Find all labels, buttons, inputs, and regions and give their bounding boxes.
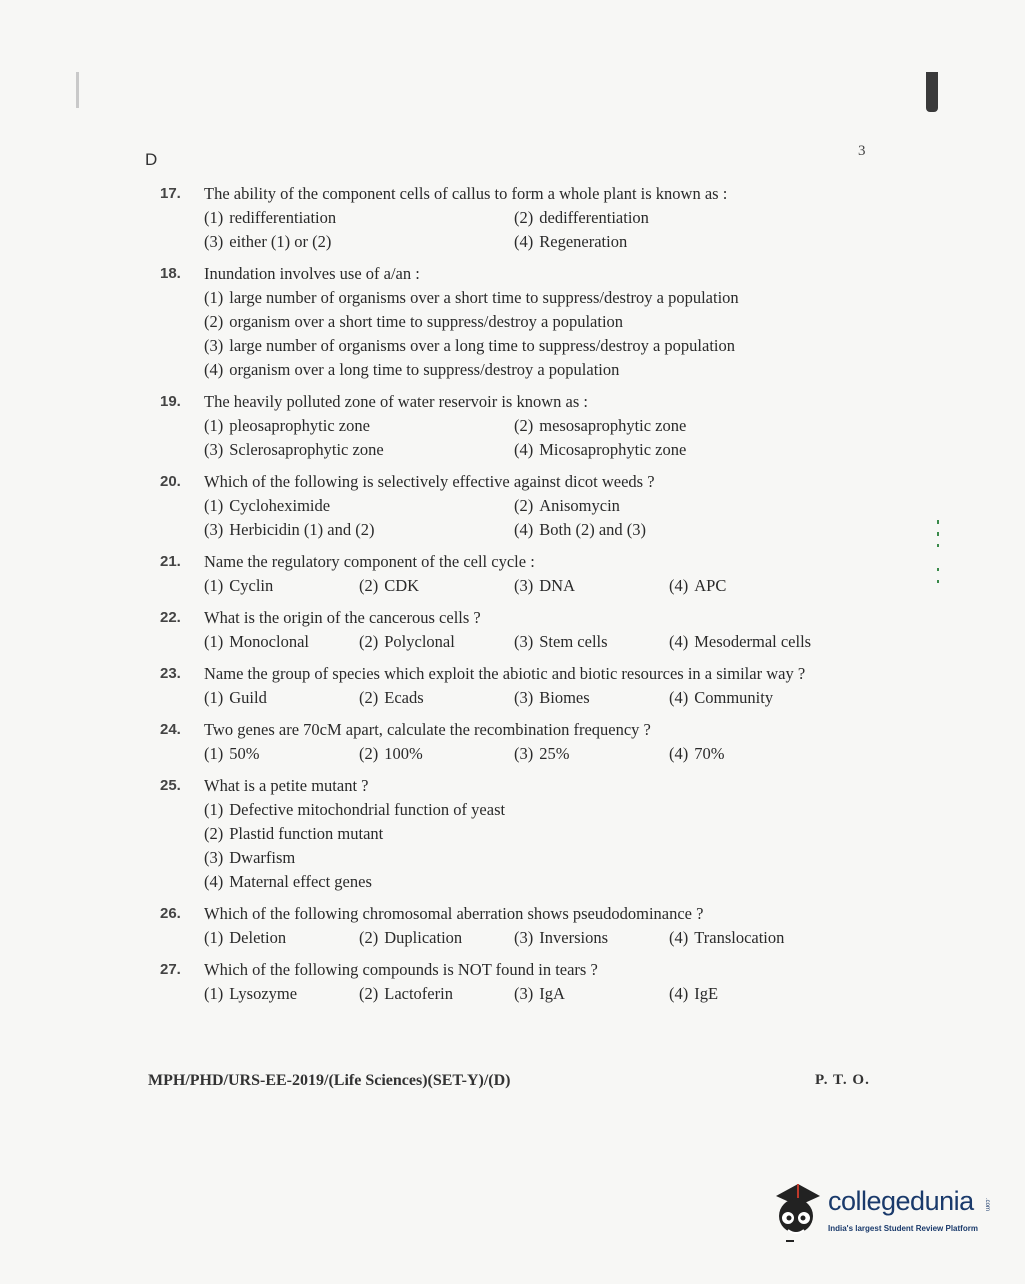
option: (3) Herbicidin (1) and (2) <box>204 520 375 539</box>
question-number: 19. <box>160 393 181 410</box>
option: (4) Community <box>669 688 774 707</box>
scan-mark <box>926 72 938 112</box>
question-number: 26. <box>160 905 181 922</box>
question-24 <box>160 718 880 766</box>
pto-note: P. T. O. <box>815 1072 870 1088</box>
option: (1) Monoclonal <box>204 632 309 651</box>
option: (3) Sclerosaprophytic zone <box>204 440 384 459</box>
option: (4) Translocation <box>669 928 785 947</box>
option: (2) dedifferentiation <box>514 208 649 227</box>
option: (3) Inversions <box>514 928 608 947</box>
option: (1) pleosaprophytic zone <box>204 416 370 435</box>
option: (2) Anisomycin <box>514 496 620 515</box>
option: (2) Polyclonal <box>359 632 455 651</box>
brand-name: collegedunia <box>828 1186 974 1216</box>
option: (2) Ecads <box>359 688 424 707</box>
collegedunia-logo <box>768 1178 990 1244</box>
question-number: 23. <box>160 665 181 682</box>
question-23 <box>160 662 880 710</box>
option: (1) 50% <box>204 744 260 763</box>
option: (4) organism over a long time to suppress/destroy a population <box>204 360 620 379</box>
question-text: Name the regulatory component of the cell cycle : <box>204 552 535 571</box>
question-text: The heavily polluted zone of water reservoir is known as : <box>204 392 588 411</box>
option: (4) Regeneration <box>514 232 628 251</box>
question-number: 25. <box>160 777 181 794</box>
option: (3) 25% <box>514 744 570 763</box>
option: (1) Defective mitochondrial function of yeast <box>204 800 506 819</box>
option: (3) either (1) or (2) <box>204 232 332 251</box>
question-text: Which of the following chromosomal aberration shows pseudodominance ? <box>204 904 704 923</box>
option: (2) Plastid function mutant <box>204 824 384 843</box>
option: (1) large number of organisms over a short time to suppress/destroy a population <box>204 288 739 307</box>
option: (3) DNA <box>514 576 575 595</box>
question-22 <box>160 606 880 654</box>
option: (4) Both (2) and (3) <box>514 520 647 539</box>
option: (1) Cycloheximide <box>204 496 331 515</box>
option: (3) Stem cells <box>514 632 608 651</box>
question-text: Name the group of species which exploit the abiotic and biotic resources in a similar way ? <box>204 664 806 683</box>
option: (4) Maternal effect genes <box>204 872 372 891</box>
question-number: 22. <box>160 609 181 626</box>
question-number: 27. <box>160 961 181 978</box>
option: (1) Cyclin <box>204 576 274 595</box>
question-21 <box>160 550 880 598</box>
question-19 <box>160 390 880 462</box>
option: (4) Micosaprophytic zone <box>514 440 687 459</box>
option: (2) mesosaprophytic zone <box>514 416 687 435</box>
option: (4) Mesodermal cells <box>669 632 812 651</box>
mascot-icon <box>768 1178 824 1244</box>
question-list <box>160 182 880 1014</box>
brand-tagline: India's largest Student Review Platform <box>828 1224 978 1233</box>
question-number: 17. <box>160 185 181 202</box>
question-number: 24. <box>160 721 181 738</box>
question-27 <box>160 958 880 1006</box>
question-20 <box>160 470 880 542</box>
option: (1) Deletion <box>204 928 287 947</box>
question-25 <box>160 774 880 894</box>
question-text: Which of the following compounds is NOT found in tears ? <box>204 960 598 979</box>
option: (2) organism over a short time to suppress/destroy a population <box>204 312 624 331</box>
option: (1) Guild <box>204 688 267 707</box>
option: (4) APC <box>669 576 727 595</box>
question-number: 20. <box>160 473 181 490</box>
option: (2) Duplication <box>359 928 463 947</box>
page-number: 3 <box>858 143 866 159</box>
question-number: 21. <box>160 553 181 570</box>
question-18 <box>160 262 880 382</box>
option: (1) Lysozyme <box>204 984 298 1003</box>
option: (2) 100% <box>359 744 423 763</box>
option: (3) Biomes <box>514 688 590 707</box>
question-text: What is the origin of the cancerous cells ? <box>204 608 481 627</box>
question-text: The ability of the component cells of callus to form a whole plant is known as : <box>204 184 728 203</box>
question-text: Which of the following is selectively effective against dicot weeds ? <box>204 472 655 491</box>
question-26 <box>160 902 880 950</box>
paper-code: MPH/PHD/URS-EE-2019/(Life Sciences)(SET-Y)/(D) <box>148 1072 511 1089</box>
question-number: 18. <box>160 265 181 282</box>
option: (1) redifferentiation <box>204 208 337 227</box>
question-17 <box>160 182 880 254</box>
option: (4) 70% <box>669 744 725 763</box>
option: (4) IgE <box>669 984 719 1003</box>
brand-domain: .com <box>984 1198 990 1212</box>
question-text: Inundation involves use of a/an : <box>204 264 420 283</box>
question-text: What is a petite mutant ? <box>204 776 369 795</box>
scan-artifact <box>936 520 940 590</box>
option: (2) CDK <box>359 576 420 595</box>
option: (3) Dwarfism <box>204 848 296 867</box>
set-letter: D <box>145 150 158 169</box>
option: (3) IgA <box>514 984 565 1003</box>
scan-mark <box>76 72 79 108</box>
option: (3) large number of organisms over a long time to suppress/destroy a population <box>204 336 736 355</box>
option: (2) Lactoferin <box>359 984 453 1003</box>
question-text: Two genes are 70cM apart, calculate the recombination frequency ? <box>204 720 651 739</box>
